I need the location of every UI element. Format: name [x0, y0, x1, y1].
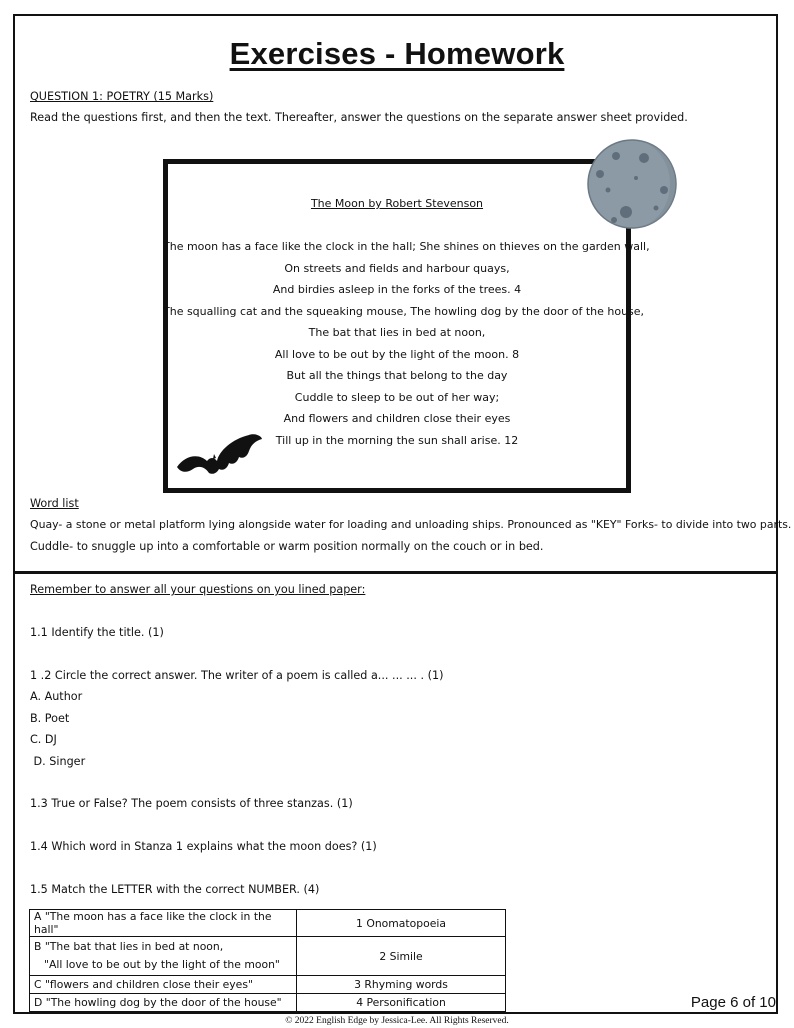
match-letter-b	[30, 937, 297, 976]
match-number-3: 3 Rhyming words	[297, 976, 506, 994]
table-row	[30, 994, 506, 1012]
section-divider	[13, 571, 778, 574]
match-letter-b-line2: "All love to be out by the light of the moon"	[44, 958, 280, 971]
poem-line: The squalling cat and the squeaking mouse, The howling dog by the door of the house,	[163, 304, 645, 318]
wordlist-line: Quay- a stone or metal platform lying alongside water for loading and unloading ships. Pronounced as "KEY" Forks- to divide into two parts.	[30, 518, 792, 531]
moon-icon	[586, 138, 678, 230]
question-1-1: 1.1 Identify the title. (1)	[30, 626, 164, 639]
page-number: Page 6 of 10	[690, 994, 776, 1011]
option-c: C. DJ	[30, 733, 57, 746]
poem-line: The moon has a face like the clock in the hall; She shines on thieves on the garden wall,	[163, 240, 650, 253]
poem-line: All love to be out by the light of the moon. 8	[274, 347, 520, 361]
wordlist-line: Cuddle- to snuggle up into a comfortable or warm position normally on the couch or in bed.	[30, 540, 544, 553]
option-a: A. Author	[30, 690, 83, 703]
table-row	[30, 937, 506, 976]
poem-line: Cuddle to sleep to be out of her way;	[294, 390, 500, 404]
option-d: D. Singer	[30, 755, 86, 768]
page-title: Exercises - Homework	[229, 36, 565, 71]
match-letter-c: C "flowers and children close their eyes"	[30, 976, 297, 994]
poem-line: And flowers and children close their eyes	[283, 412, 511, 425]
reminder-text: Remember to answer all your questions on you lined paper:	[30, 583, 366, 596]
option-b: B. Poet	[30, 712, 70, 725]
match-number-4: 4 Personification	[297, 994, 506, 1012]
question-1-4: 1.4 Which word in Stanza 1 explains what the moon does? (1)	[30, 840, 377, 853]
question-1-2: 1 .2 Circle the correct answer. The writer of a poem is called a... ... ... . (1)	[30, 669, 444, 682]
match-letter-d: D "The howling dog by the door of the house"	[30, 994, 297, 1012]
question-1-3: 1.3 True or False? The poem consists of three stanzas. (1)	[30, 797, 353, 810]
poem-line: But all the things that belong to the day	[286, 369, 508, 382]
poem-title: The Moon by Robert Stevenson	[310, 197, 484, 210]
table-row	[30, 976, 506, 994]
copyright: © 2022 English Edge by Jessica-Lee. All Rights Reserved.	[285, 1016, 509, 1026]
match-letter-b-line1: B "The bat that lies in bed at noon,	[34, 940, 224, 953]
match-table	[29, 909, 506, 1012]
poem-line: Till up in the morning the sun shall arise. 12	[275, 433, 519, 447]
poem-line: On streets and fields and harbour quays,	[284, 261, 510, 275]
poem-line: And birdies asleep in the forks of the trees. 4	[272, 283, 522, 296]
question-instructions: Read the questions first, and then the text. Thereafter, answer the questions on the separate answer sheet provided.	[30, 111, 688, 124]
match-number-1: 1 Onomatopoeia	[297, 910, 506, 937]
match-letter-a: A "The moon has a face like the clock in the hall"	[30, 910, 297, 937]
table-row	[30, 910, 506, 937]
bat-icon	[177, 433, 262, 475]
poem-line: The bat that lies in bed at noon,	[308, 326, 486, 339]
question-1-5: 1.5 Match the LETTER with the correct NUMBER. (4)	[30, 883, 320, 896]
wordlist-heading: Word list	[30, 497, 79, 510]
question-heading: QUESTION 1: POETRY (15 Marks)	[30, 90, 214, 103]
match-number-2: 2 Simile	[297, 937, 506, 976]
poem-text	[163, 236, 650, 451]
